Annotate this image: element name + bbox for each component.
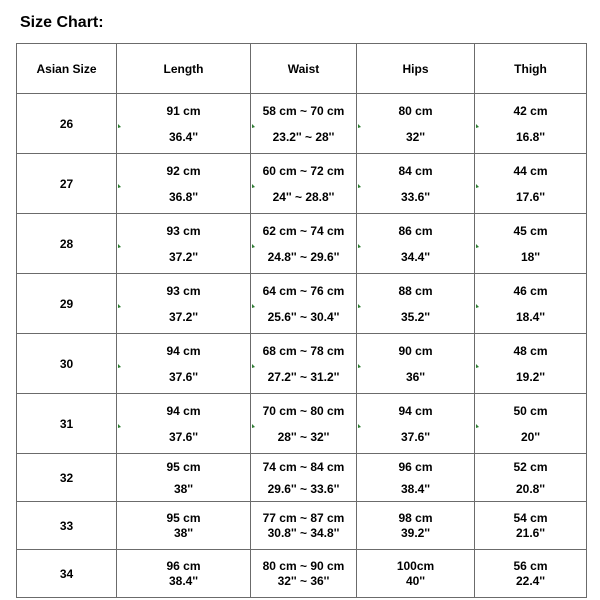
length-cell xyxy=(117,334,251,394)
waist-cell xyxy=(251,94,357,154)
size-cell: 27 xyxy=(17,154,117,214)
size-cell: 31 xyxy=(17,394,117,454)
cell-marker-icon xyxy=(476,364,479,368)
length-metric-value: 96 cm xyxy=(166,559,201,573)
cell-marker-icon xyxy=(358,304,361,308)
waist-cell xyxy=(251,394,357,454)
hips-imperial-value: 35.2'' xyxy=(400,309,431,324)
length-imperial-value: 38.4'' xyxy=(168,574,199,588)
length-cell xyxy=(117,550,251,598)
thigh-imperial-value: 22.4'' xyxy=(515,574,546,588)
waist-metric-value: 68 cm ~ 78 cm xyxy=(262,343,345,358)
hips-imperial-value: 37.6'' xyxy=(400,429,431,444)
cell-marker-icon xyxy=(476,424,479,428)
cell-marker-icon xyxy=(476,184,479,188)
hips-metric-value: 100cm xyxy=(396,559,435,573)
cell-marker-icon xyxy=(118,244,121,248)
hips-metric-value: 90 cm xyxy=(398,343,433,358)
hips-cell xyxy=(357,274,475,334)
header-thigh: Thigh xyxy=(475,44,587,94)
hips-cell xyxy=(357,334,475,394)
size-cell: 30 xyxy=(17,334,117,394)
thigh-imperial-value: 19.2'' xyxy=(515,369,546,384)
header-hips: Hips xyxy=(357,44,475,94)
length-imperial-value: 38'' xyxy=(173,526,194,540)
waist-metric-value: 64 cm ~ 76 cm xyxy=(262,283,345,298)
size-cell: 28 xyxy=(17,214,117,274)
cell-marker-icon xyxy=(476,124,479,128)
size-cell: 33 xyxy=(17,502,117,550)
length-metric-value: 94 cm xyxy=(166,403,201,418)
table-header-row xyxy=(17,44,587,94)
thigh-cell xyxy=(475,274,587,334)
length-cell xyxy=(117,94,251,154)
thigh-metric-value: 52 cm xyxy=(513,459,548,474)
hips-cell xyxy=(357,550,475,598)
hips-cell xyxy=(357,454,475,502)
length-cell xyxy=(117,154,251,214)
thigh-cell xyxy=(475,394,587,454)
length-cell xyxy=(117,214,251,274)
hips-metric-value: 98 cm xyxy=(398,511,433,525)
thigh-imperial-value: 20.8'' xyxy=(515,481,546,496)
hips-imperial-value: 32'' xyxy=(405,129,426,144)
thigh-metric-value: 50 cm xyxy=(513,403,548,418)
table-row xyxy=(17,550,587,598)
thigh-cell xyxy=(475,334,587,394)
length-cell xyxy=(117,502,251,550)
waist-cell xyxy=(251,154,357,214)
waist-cell xyxy=(251,550,357,598)
waist-imperial-value: 24'' ~ 28.8'' xyxy=(272,189,335,204)
thigh-metric-value: 44 cm xyxy=(513,163,548,178)
waist-imperial-value: 29.6'' ~ 33.6'' xyxy=(267,481,340,496)
hips-metric-value: 84 cm xyxy=(398,163,433,178)
thigh-imperial-value: 21.6'' xyxy=(515,526,546,540)
page-title: Size Chart: xyxy=(20,14,104,31)
waist-cell xyxy=(251,454,357,502)
thigh-imperial-value: 18.4'' xyxy=(515,309,546,324)
cell-marker-icon xyxy=(252,184,255,188)
cell-marker-icon xyxy=(252,124,255,128)
length-imperial-value: 37.6'' xyxy=(168,429,199,444)
length-metric-value: 94 cm xyxy=(166,343,201,358)
waist-cell xyxy=(251,334,357,394)
cell-marker-icon xyxy=(252,244,255,248)
hips-imperial-value: 40'' xyxy=(405,574,426,588)
thigh-metric-value: 42 cm xyxy=(513,103,548,118)
thigh-imperial-value: 16.8'' xyxy=(515,129,546,144)
length-imperial-value: 38'' xyxy=(173,481,194,496)
cell-marker-icon xyxy=(476,244,479,248)
cell-marker-icon xyxy=(358,184,361,188)
thigh-cell xyxy=(475,214,587,274)
length-cell xyxy=(117,454,251,502)
size-cell: 32 xyxy=(17,454,117,502)
hips-cell xyxy=(357,154,475,214)
cell-marker-icon xyxy=(252,424,255,428)
header-length: Length xyxy=(117,44,251,94)
length-metric-value: 93 cm xyxy=(166,283,201,298)
waist-metric-value: 62 cm ~ 74 cm xyxy=(262,223,345,238)
hips-cell xyxy=(357,502,475,550)
waist-imperial-value: 32'' ~ 36'' xyxy=(277,574,330,588)
hips-metric-value: 94 cm xyxy=(398,403,433,418)
hips-cell xyxy=(357,94,475,154)
cell-marker-icon xyxy=(358,364,361,368)
length-imperial-value: 37.6'' xyxy=(168,369,199,384)
thigh-metric-value: 54 cm xyxy=(513,511,548,525)
length-metric-value: 95 cm xyxy=(166,511,201,525)
cell-marker-icon xyxy=(252,364,255,368)
waist-metric-value: 60 cm ~ 72 cm xyxy=(262,163,345,178)
size-cell: 29 xyxy=(17,274,117,334)
header-asian-size: Asian Size xyxy=(17,44,117,94)
thigh-metric-value: 48 cm xyxy=(513,343,548,358)
waist-imperial-value: 30.8'' ~ 34.8'' xyxy=(267,526,340,540)
cell-marker-icon xyxy=(118,304,121,308)
cell-marker-icon xyxy=(252,304,255,308)
cell-marker-icon xyxy=(358,124,361,128)
length-imperial-value: 36.8'' xyxy=(168,189,199,204)
table-row xyxy=(17,94,587,154)
waist-cell xyxy=(251,502,357,550)
hips-imperial-value: 39.2'' xyxy=(400,526,431,540)
thigh-cell xyxy=(475,94,587,154)
hips-imperial-value: 33.6'' xyxy=(400,189,431,204)
hips-cell xyxy=(357,394,475,454)
hips-cell xyxy=(357,214,475,274)
table-row xyxy=(17,394,587,454)
waist-imperial-value: 27.2'' ~ 31.2'' xyxy=(267,369,340,384)
thigh-cell xyxy=(475,454,587,502)
table-row xyxy=(17,274,587,334)
thigh-imperial-value: 20'' xyxy=(520,429,541,444)
thigh-cell xyxy=(475,550,587,598)
cell-marker-icon xyxy=(118,124,121,128)
waist-imperial-value: 25.6'' ~ 30.4'' xyxy=(267,309,340,324)
length-imperial-value: 37.2'' xyxy=(168,249,199,264)
hips-metric-value: 80 cm xyxy=(398,103,433,118)
waist-metric-value: 77 cm ~ 87 cm xyxy=(262,511,345,525)
hips-metric-value: 86 cm xyxy=(398,223,433,238)
thigh-metric-value: 45 cm xyxy=(513,223,548,238)
table-row xyxy=(17,454,587,502)
waist-cell xyxy=(251,274,357,334)
table-row xyxy=(17,214,587,274)
hips-imperial-value: 38.4'' xyxy=(400,481,431,496)
cell-marker-icon xyxy=(476,304,479,308)
cell-marker-icon xyxy=(358,244,361,248)
cell-marker-icon xyxy=(118,184,121,188)
size-cell: 26 xyxy=(17,94,117,154)
waist-metric-value: 80 cm ~ 90 cm xyxy=(262,559,345,573)
thigh-cell xyxy=(475,154,587,214)
cell-marker-icon xyxy=(358,424,361,428)
length-imperial-value: 36.4'' xyxy=(168,129,199,144)
cell-marker-icon xyxy=(118,424,121,428)
table-row xyxy=(17,154,587,214)
length-metric-value: 92 cm xyxy=(166,163,201,178)
length-metric-value: 95 cm xyxy=(166,459,201,474)
length-cell xyxy=(117,394,251,454)
length-imperial-value: 37.2'' xyxy=(168,309,199,324)
hips-metric-value: 88 cm xyxy=(398,283,433,298)
thigh-imperial-value: 17.6'' xyxy=(515,189,546,204)
table-row xyxy=(17,502,587,550)
hips-metric-value: 96 cm xyxy=(398,459,433,474)
waist-imperial-value: 24.8'' ~ 29.6'' xyxy=(267,249,340,264)
waist-metric-value: 58 cm ~ 70 cm xyxy=(262,103,345,118)
cell-marker-icon xyxy=(118,364,121,368)
waist-metric-value: 74 cm ~ 84 cm xyxy=(262,459,345,474)
waist-cell xyxy=(251,214,357,274)
hips-imperial-value: 36'' xyxy=(405,369,426,384)
table-row xyxy=(17,334,587,394)
thigh-imperial-value: 18'' xyxy=(520,249,541,264)
thigh-metric-value: 56 cm xyxy=(513,559,548,573)
size-chart-table xyxy=(16,43,587,598)
header-waist: Waist xyxy=(251,44,357,94)
length-metric-value: 93 cm xyxy=(166,223,201,238)
thigh-cell xyxy=(475,502,587,550)
length-cell xyxy=(117,274,251,334)
thigh-metric-value: 46 cm xyxy=(513,283,548,298)
waist-imperial-value: 28'' ~ 32'' xyxy=(277,429,330,444)
waist-metric-value: 70 cm ~ 80 cm xyxy=(262,403,345,418)
waist-imperial-value: 23.2'' ~ 28'' xyxy=(272,129,335,144)
size-cell: 34 xyxy=(17,550,117,598)
hips-imperial-value: 34.4'' xyxy=(400,249,431,264)
length-metric-value: 91 cm xyxy=(166,103,201,118)
